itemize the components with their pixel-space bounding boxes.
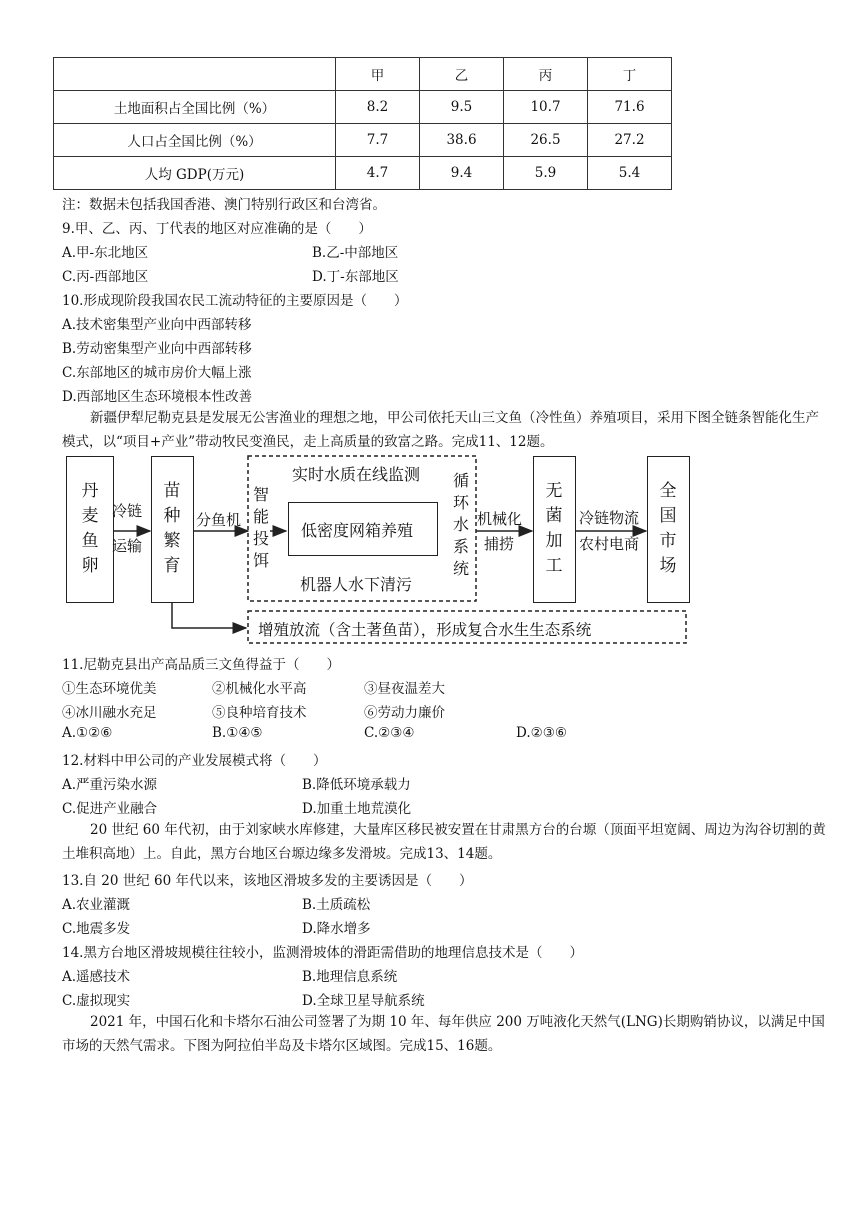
q9-option-a: A.甲-东北地区 bbox=[62, 245, 149, 261]
table-cell: 26.5 bbox=[504, 124, 588, 157]
q12-option-d: D.加重土地荒漠化 bbox=[302, 801, 412, 817]
passage-salmon: 新疆伊犁尼勒克县是发展无公害渔业的理想之地，甲公司依托天山三文鱼（冷性鱼）养殖项目，采用下图全链条智能化生产模式，以“项目+产业”带动牧民变渔民，走上高质量的致富之路。完成11、12题。 bbox=[62, 410, 819, 450]
q12-option-b: B.降低环境承载力 bbox=[302, 777, 411, 793]
q14-option-a: A.遥感技术 bbox=[62, 969, 131, 985]
monitor-label: 实时水质在线监测 bbox=[292, 465, 421, 484]
passage-lng: 2021 年，中国石化和卡塔尔石油公司签署了为期 10 年、每年供应 200 万吨液化天然气(LNG)长期购销协议，以满足中国市场的天然气需求。下图为阿拉伯半岛及卡塔尔区域图。完成15、16题。 bbox=[62, 1014, 825, 1054]
q10-option-b: B.劳动密集型产业向中西部转移 bbox=[62, 341, 252, 357]
breeding-label: 苗种繁育 bbox=[163, 481, 181, 576]
table-row-label: 人均 GDP(万元) bbox=[54, 157, 336, 190]
table-cell: 9.4 bbox=[420, 157, 504, 190]
table-cell: 7.7 bbox=[336, 124, 420, 157]
q11-item-4: ④冰川融水充足 bbox=[62, 705, 157, 721]
q11-option-b: B.①④⑤ bbox=[212, 725, 263, 741]
sterile-label: 无菌加工 bbox=[545, 481, 563, 576]
table-row-label: 人口占全国比例（%） bbox=[54, 124, 336, 157]
smart-feed-label: 智能投饵 bbox=[252, 485, 269, 570]
market-label: 全国市场 bbox=[659, 481, 677, 576]
q13-option-a: A.农业灌溉 bbox=[62, 897, 131, 913]
q12-option-c: C.促进产业融合 bbox=[62, 801, 158, 817]
q10-option-d: D.西部地区生态环境根本性改善 bbox=[62, 389, 253, 405]
q11-item-1: ①生态环境优美 bbox=[62, 681, 157, 697]
table-cell: 10.7 bbox=[504, 91, 588, 124]
table-header-cell: 甲 bbox=[336, 58, 420, 91]
passage-landslide: 20 世纪 60 年代初，由于刘家峡水库修建，大量库区移民被安置在甘肃黑方台的台塬（顶面平坦宽阔、周边为沟谷切割的黄土堆积高地）上。自此，黑方台地区台塬边缘多发滑坡。完成13、14题。 bbox=[62, 822, 826, 862]
table-cell: 27.2 bbox=[588, 124, 672, 157]
logistics-label-2: 农村电商 bbox=[579, 535, 640, 553]
table-cell: 5.4 bbox=[588, 157, 672, 190]
q11-item-3: ③昼夜温差大 bbox=[364, 681, 445, 697]
release-label: 增殖放流（含土著鱼苗），形成复合水生生态系统 bbox=[258, 621, 592, 639]
recycle-label: 循环水系统 bbox=[452, 471, 469, 578]
catch-label-2: 捕捞 bbox=[484, 535, 515, 553]
table-cell: 5.9 bbox=[504, 157, 588, 190]
q14-option-d: D.全球卫星导航系统 bbox=[302, 993, 425, 1009]
q12-option-a: A.严重污染水源 bbox=[62, 777, 158, 793]
box-cage bbox=[288, 502, 438, 556]
q11-option-c: C.②③④ bbox=[364, 725, 415, 741]
robot-label: 机器人水下清污 bbox=[300, 575, 413, 594]
logistics-label-1: 冷链物流 bbox=[579, 509, 640, 527]
q11-stem: 11.尼勒克县出产高品质三文鱼得益于（ ） bbox=[62, 657, 340, 673]
table-cell: 38.6 bbox=[420, 124, 504, 157]
q9-option-d: D.丁-东部地区 bbox=[312, 269, 399, 285]
q13-stem: 13.自 20 世纪 60 年代以来，该地区滑坡多发的主要诱因是（ ） bbox=[62, 873, 473, 889]
q13-option-c: C.地震多发 bbox=[62, 921, 131, 937]
q11-item-2: ②机械化水平高 bbox=[212, 681, 307, 697]
q10-option-c: C.东部地区的城市房价大幅上涨 bbox=[62, 365, 252, 381]
q9-option-c: C.丙-西部地区 bbox=[62, 269, 149, 285]
q11-option-a: A.①②⑥ bbox=[62, 725, 113, 741]
q11-option-d: D.②③⑥ bbox=[516, 725, 567, 741]
box-sterile bbox=[533, 456, 576, 603]
table-cell: 9.5 bbox=[420, 91, 504, 124]
q11-item-6: ⑥劳动力廉价 bbox=[364, 705, 445, 721]
q13-option-b: B.土质疏松 bbox=[302, 897, 371, 913]
table-note: 注：数据未包括我国香港、澳门特别行政区和台湾省。 bbox=[62, 197, 386, 213]
q12-stem: 12.材料中甲公司的产业发展模式将（ ） bbox=[62, 753, 327, 769]
box-breeding bbox=[151, 456, 194, 603]
fish-eggs-label: 丹麦鱼卵 bbox=[81, 481, 99, 576]
table-cell: 4.7 bbox=[336, 157, 420, 190]
table-header-cell: 丁 bbox=[588, 58, 672, 91]
box-fish-eggs bbox=[66, 456, 114, 603]
catch-label-1: 机械化 bbox=[477, 510, 523, 528]
q14-stem: 14.黑方台地区滑坡规模往往较小，监测滑坡体的滑距需借助的地理信息技术是（ ） bbox=[62, 945, 583, 961]
table-row-label: 土地面积占全国比例（%） bbox=[54, 91, 336, 124]
table-cell: 71.6 bbox=[588, 91, 672, 124]
q9-option-b: B.乙-中部地区 bbox=[312, 245, 399, 261]
q13-option-d: D.降水增多 bbox=[302, 921, 371, 937]
q9-stem: 9.甲、乙、丙、丁代表的地区对应准确的是（ ） bbox=[62, 221, 372, 237]
box-market bbox=[647, 456, 690, 603]
cold-transport-label-1: 冷链 bbox=[112, 502, 143, 520]
table-cell: 8.2 bbox=[336, 91, 420, 124]
sorter-label: 分鱼机 bbox=[196, 511, 242, 529]
cage-label: 低密度网箱养殖 bbox=[301, 521, 414, 540]
q10-option-a: A.技术密集型产业向中西部转移 bbox=[62, 317, 252, 333]
q10-stem: 10.形成现阶段我国农民工流动特征的主要原因是（ ） bbox=[62, 293, 408, 309]
table-header-cell: 乙 bbox=[420, 58, 504, 91]
cold-transport-label-2: 运输 bbox=[112, 537, 143, 555]
table-header-cell: 丙 bbox=[504, 58, 588, 91]
q11-item-5: ⑤良种培育技术 bbox=[212, 705, 307, 721]
q14-option-b: B.地理信息系统 bbox=[302, 969, 398, 985]
q14-option-c: C.虚拟现实 bbox=[62, 993, 131, 1009]
